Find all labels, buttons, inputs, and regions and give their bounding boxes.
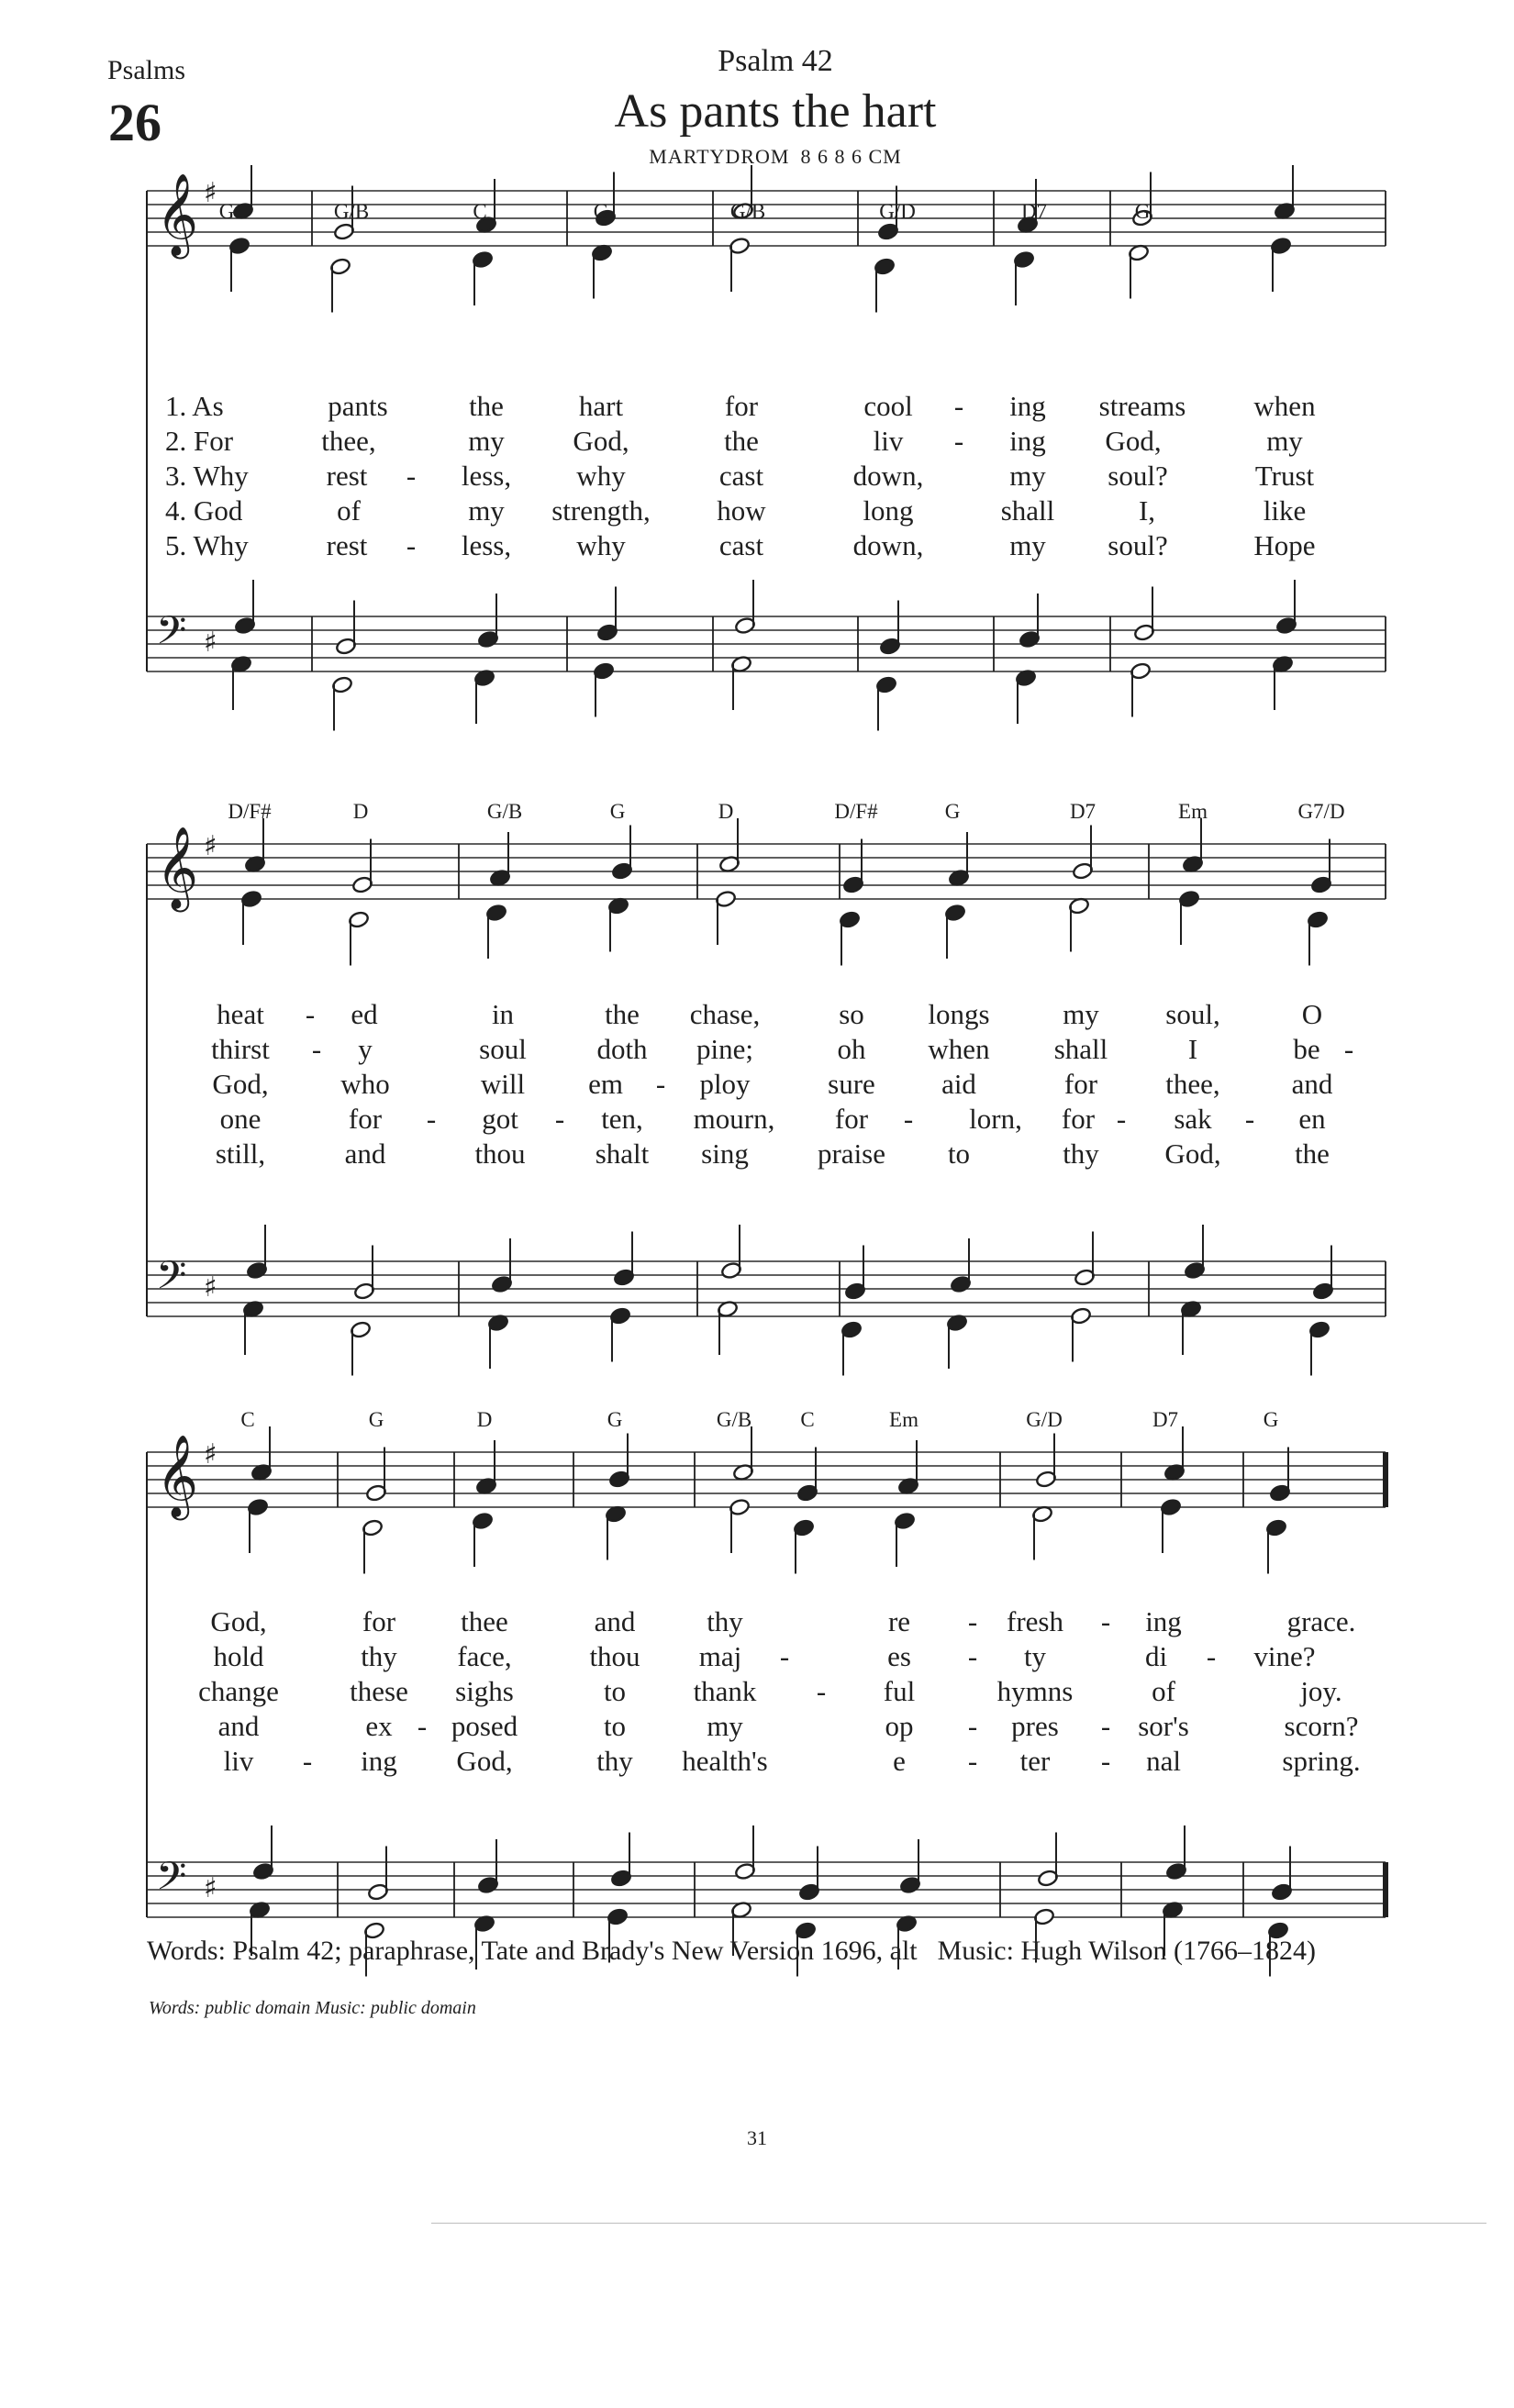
lyric-syllable: - bbox=[967, 1745, 978, 1777]
lyric-syllable: so bbox=[839, 998, 864, 1030]
lyric-syllable: sing bbox=[701, 1137, 749, 1170]
lyric-syllable: shall bbox=[1053, 1033, 1108, 1065]
section-label: Psalms bbox=[107, 55, 186, 85]
lyric-syllable: one bbox=[219, 1103, 262, 1135]
lyric-syllable: I, bbox=[1138, 494, 1156, 527]
lyric-syllable: posed bbox=[451, 1710, 518, 1742]
lyric-syllable: mourn, bbox=[693, 1103, 775, 1135]
lyric-syllable: the bbox=[1295, 1137, 1330, 1170]
chord-symbol: G/B bbox=[333, 200, 370, 223]
lyric-syllable: God, bbox=[1105, 425, 1162, 457]
bass-clef-icon: 𝄢 bbox=[156, 1854, 187, 1909]
lyric-syllable: pine; bbox=[696, 1033, 753, 1065]
lyric-syllable: Trust bbox=[1254, 460, 1315, 492]
lyric-syllable: ed bbox=[351, 998, 378, 1030]
lyric-syllable: - bbox=[953, 390, 964, 422]
lyric-syllable: thirst bbox=[211, 1033, 270, 1065]
chord-symbol: C bbox=[240, 1408, 255, 1431]
lyric-syllable: my bbox=[468, 425, 505, 457]
chord-symbol: D/F# bbox=[834, 800, 878, 823]
lyric-syllable: soul? bbox=[1108, 460, 1168, 492]
lyric-syllable: long bbox=[863, 494, 914, 527]
lyric-syllable: - bbox=[967, 1640, 978, 1672]
lyric-syllable: 3. Why bbox=[165, 460, 249, 492]
lyric-syllable: of bbox=[1152, 1675, 1175, 1707]
lyric-syllable: for bbox=[1061, 1103, 1096, 1135]
lyric-syllable: hold bbox=[213, 1640, 264, 1672]
lyric-syllable: ty bbox=[1023, 1640, 1047, 1672]
lyric-syllable: ter bbox=[1019, 1745, 1051, 1777]
lyric-syllable: op bbox=[885, 1710, 914, 1742]
lyric-syllable: God, bbox=[212, 1068, 269, 1100]
lyric-syllable: re bbox=[887, 1605, 911, 1637]
lyric-syllable: e bbox=[893, 1745, 906, 1777]
key-signature-sharp-icon: ♯ bbox=[204, 1438, 217, 1470]
lyric-syllable: ploy bbox=[699, 1068, 751, 1100]
lyric-syllable: the bbox=[605, 998, 640, 1030]
lyric-syllable: to bbox=[603, 1675, 627, 1707]
lyric-syllable: - bbox=[1116, 1103, 1127, 1135]
treble-clef-icon: 𝄞 bbox=[156, 1435, 199, 1517]
chord-symbol: D7 bbox=[1020, 200, 1048, 223]
lyric-syllable: scorn? bbox=[1284, 1710, 1359, 1742]
lyric-syllable: got bbox=[482, 1103, 518, 1135]
lyric-syllable: vine? bbox=[1253, 1640, 1316, 1672]
lyric-syllable: cast bbox=[718, 529, 764, 561]
bass-clef-icon: 𝄢 bbox=[156, 608, 187, 663]
lyric-syllable: - bbox=[967, 1605, 978, 1637]
lyric-syllable: sor's bbox=[1138, 1710, 1189, 1742]
lyric-syllable: - bbox=[967, 1710, 978, 1742]
lyric-syllable: es bbox=[887, 1640, 911, 1672]
lyric-syllable: - bbox=[554, 1103, 565, 1135]
lyric-syllable: - bbox=[426, 1103, 437, 1135]
lyric-syllable: 1. As bbox=[165, 390, 224, 422]
lyric-syllable: di bbox=[1144, 1640, 1168, 1672]
chord-symbol: D bbox=[352, 800, 369, 823]
lyric-syllable: - bbox=[1343, 1033, 1354, 1065]
key-signature-sharp-icon: ♯ bbox=[204, 177, 217, 209]
lyric-syllable: ing bbox=[1009, 425, 1046, 457]
treble-clef-icon: 𝄞 bbox=[156, 827, 199, 909]
chord-symbol: C bbox=[800, 1408, 815, 1431]
key-signature-sharp-icon: ♯ bbox=[204, 1271, 217, 1304]
lyric-syllable: why bbox=[576, 460, 626, 492]
words-credit: Words: Psalm 42; paraphrase, Tate and Brady's New Version 1696, alt bbox=[147, 1936, 918, 1966]
chord-symbol: Em bbox=[1178, 800, 1208, 823]
key-signature-sharp-icon: ♯ bbox=[204, 830, 217, 862]
lyric-syllable: em bbox=[588, 1068, 623, 1100]
lyric-syllable: - bbox=[406, 529, 417, 561]
lyric-syllable: the bbox=[724, 425, 759, 457]
lyric-syllable: and bbox=[594, 1605, 636, 1637]
chord-symbol: G bbox=[1134, 200, 1151, 223]
chord-symbol: G/D bbox=[879, 200, 916, 223]
lyric-syllable: cast bbox=[718, 460, 764, 492]
lyric-syllable: for bbox=[1063, 1068, 1098, 1100]
treble-clef-icon: 𝄞 bbox=[156, 173, 199, 256]
lyric-syllable: thou bbox=[474, 1137, 526, 1170]
lyric-syllable: doth bbox=[596, 1033, 648, 1065]
lyric-syllable: y bbox=[358, 1033, 373, 1065]
lyric-syllable: Hope bbox=[1253, 529, 1316, 561]
lyric-syllable: en bbox=[1298, 1103, 1326, 1135]
chord-symbol: D7 bbox=[1069, 800, 1097, 823]
lyric-syllable: - bbox=[816, 1675, 827, 1707]
lyric-syllable: down, bbox=[852, 460, 924, 492]
lyric-syllable: thy bbox=[361, 1640, 397, 1672]
lyric-syllable: thank bbox=[693, 1675, 757, 1707]
lyric-syllable: these bbox=[350, 1675, 408, 1707]
lyric-syllable: sure bbox=[828, 1068, 875, 1100]
lyric-syllable: thy bbox=[596, 1745, 633, 1777]
copyright-note: Words: public domain Music: public domain bbox=[149, 1998, 476, 2018]
lyric-syllable: my bbox=[1009, 529, 1046, 561]
lyric-syllable: thy bbox=[707, 1605, 743, 1637]
chord-symbol: G bbox=[218, 200, 235, 223]
chord-symbol: C bbox=[473, 200, 487, 223]
lyric-syllable: pants bbox=[328, 390, 388, 422]
lyric-syllable: - bbox=[1100, 1710, 1111, 1742]
lyric-syllable: nal bbox=[1146, 1745, 1181, 1777]
lyric-syllable: liv bbox=[223, 1745, 254, 1777]
tune-name: MARTYDROM bbox=[649, 145, 790, 168]
lyric-syllable: will bbox=[480, 1068, 526, 1100]
chord-symbol: G bbox=[593, 200, 609, 223]
lyric-syllable: who bbox=[340, 1068, 390, 1100]
chord-symbol: G/B bbox=[716, 1408, 752, 1431]
lyric-syllable: lorn, bbox=[969, 1103, 1022, 1135]
lyric-syllable: change bbox=[198, 1675, 279, 1707]
hymn-title: As pants the hart bbox=[614, 85, 937, 138]
chord-symbol: G bbox=[609, 800, 626, 823]
lyric-syllable: liv bbox=[873, 425, 904, 457]
lyric-syllable: strength, bbox=[551, 494, 651, 527]
lyric-syllable: the bbox=[469, 390, 504, 422]
lyric-syllable: sak bbox=[1174, 1103, 1212, 1135]
psalm-reference: Psalm 42 bbox=[718, 44, 833, 78]
lyric-syllable: - bbox=[1206, 1640, 1217, 1672]
lyric-syllable: - bbox=[953, 425, 964, 457]
lyric-syllable: how bbox=[717, 494, 766, 527]
lyric-syllable: maj bbox=[698, 1640, 742, 1672]
lyric-syllable: God, bbox=[573, 425, 629, 457]
lyric-syllable: O bbox=[1301, 998, 1323, 1030]
lyric-syllable: - bbox=[417, 1710, 428, 1742]
lyric-syllable: - bbox=[1100, 1745, 1111, 1777]
lyric-syllable: spring. bbox=[1282, 1745, 1361, 1777]
lyric-syllable: when bbox=[928, 1033, 990, 1065]
lyric-syllable: I bbox=[1187, 1033, 1198, 1065]
lyric-syllable: praise bbox=[817, 1137, 886, 1170]
lyric-syllable: and bbox=[1291, 1068, 1333, 1100]
chord-symbol: D/F# bbox=[228, 800, 272, 823]
lyric-syllable: soul? bbox=[1108, 529, 1168, 561]
lyric-syllable: - bbox=[302, 1745, 313, 1777]
hymn-number: 26 bbox=[108, 93, 161, 152]
lyric-syllable: thou bbox=[589, 1640, 640, 1672]
chord-symbol: D bbox=[718, 800, 734, 823]
bass-clef-icon: 𝄢 bbox=[156, 1253, 187, 1308]
lyric-syllable: thee bbox=[461, 1605, 508, 1637]
key-signature-sharp-icon: ♯ bbox=[204, 1872, 217, 1904]
lyric-syllable: and bbox=[344, 1137, 386, 1170]
chord-symbol: G/D bbox=[1026, 1408, 1063, 1431]
lyric-syllable: sighs bbox=[455, 1675, 514, 1707]
lyric-syllable: grace. bbox=[1286, 1605, 1356, 1637]
lyric-syllable: rest bbox=[326, 529, 368, 561]
lyric-syllable: cool bbox=[863, 390, 913, 422]
lyric-syllable: - bbox=[1244, 1103, 1255, 1135]
lyric-syllable: in bbox=[491, 998, 515, 1030]
lyric-syllable: be bbox=[1293, 1033, 1320, 1065]
lyric-syllable: - bbox=[779, 1640, 790, 1672]
lyric-syllable: my bbox=[1063, 998, 1099, 1030]
chord-symbol: D7 bbox=[1152, 1408, 1179, 1431]
lyric-syllable: still, bbox=[215, 1137, 266, 1170]
lyric-syllable: face, bbox=[457, 1640, 512, 1672]
lyric-syllable: soul, bbox=[1165, 998, 1220, 1030]
lyric-syllable: less, bbox=[461, 460, 512, 492]
chord-symbol: D bbox=[476, 1408, 493, 1431]
lyric-syllable: for bbox=[362, 1605, 396, 1637]
lyric-syllable: like bbox=[1263, 494, 1307, 527]
music-credit: Music: Hugh Wilson (1766–1824) bbox=[937, 1936, 1317, 1966]
lyric-syllable: - bbox=[1100, 1605, 1111, 1637]
key-signature-sharp-icon: ♯ bbox=[204, 627, 217, 659]
lyric-syllable: ful bbox=[883, 1675, 916, 1707]
lyric-syllable: thee, bbox=[321, 425, 376, 457]
lyric-syllable: for bbox=[724, 390, 759, 422]
lyric-syllable: ing bbox=[1009, 390, 1046, 422]
meter: 8 6 8 6 CM bbox=[800, 145, 902, 168]
lyric-syllable: 4. God bbox=[165, 494, 243, 527]
lyric-syllable: God, bbox=[456, 1745, 513, 1777]
lyric-syllable: - bbox=[655, 1068, 666, 1100]
chord-symbol: G bbox=[944, 800, 961, 823]
lyric-syllable: - bbox=[903, 1103, 914, 1135]
lyric-syllable: my bbox=[707, 1710, 743, 1742]
lyric-syllable: my bbox=[468, 494, 505, 527]
lyric-syllable: my bbox=[1009, 460, 1046, 492]
lyric-syllable: oh bbox=[837, 1033, 866, 1065]
lyric-syllable: when bbox=[1253, 390, 1316, 422]
lyric-syllable: health's bbox=[682, 1745, 768, 1777]
lyric-syllable: 5. Why bbox=[165, 529, 249, 561]
lyric-syllable: for bbox=[348, 1103, 383, 1135]
lyric-syllable: God, bbox=[1164, 1137, 1221, 1170]
lyric-syllable: less, bbox=[461, 529, 512, 561]
lyric-syllable: soul bbox=[479, 1033, 527, 1065]
chord-symbol: G bbox=[368, 1408, 384, 1431]
lyric-syllable: pres bbox=[1011, 1710, 1059, 1742]
credits bbox=[147, 1936, 1316, 1967]
footer-rule bbox=[431, 2223, 1486, 2224]
lyric-syllable: - bbox=[305, 998, 316, 1030]
lyric-syllable: streams bbox=[1098, 390, 1186, 422]
lyric-syllable: shall bbox=[1000, 494, 1055, 527]
lyric-syllable: down, bbox=[852, 529, 924, 561]
lyric-syllable: to bbox=[603, 1710, 627, 1742]
lyric-syllable: for bbox=[834, 1103, 869, 1135]
lyric-syllable: - bbox=[406, 460, 417, 492]
chord-symbol: G/B bbox=[486, 800, 523, 823]
chord-symbol: G bbox=[1263, 1408, 1279, 1431]
chord-symbol: G7/D bbox=[1297, 800, 1345, 823]
lyric-syllable: ex bbox=[365, 1710, 393, 1742]
lyric-syllable: God, bbox=[210, 1605, 267, 1637]
lyric-syllable: ing bbox=[1145, 1605, 1182, 1637]
lyric-syllable: heat bbox=[217, 998, 264, 1030]
chord-symbol: G/B bbox=[729, 200, 766, 223]
lyric-syllable: and bbox=[217, 1710, 260, 1742]
lyric-syllable: rest bbox=[326, 460, 368, 492]
chord-symbol: Em bbox=[889, 1408, 918, 1431]
lyric-syllable: thee, bbox=[1165, 1068, 1220, 1100]
lyric-syllable: fresh bbox=[1007, 1605, 1063, 1637]
lyric-syllable: longs bbox=[928, 998, 990, 1030]
lyric-syllable: hymns bbox=[996, 1675, 1074, 1707]
lyric-syllable: why bbox=[576, 529, 626, 561]
lyric-syllable: thy bbox=[1063, 1137, 1099, 1170]
lyric-syllable: hart bbox=[578, 390, 624, 422]
lyric-syllable: of bbox=[337, 494, 361, 527]
lyric-syllable: 2. For bbox=[165, 425, 234, 457]
page-number: 31 bbox=[747, 2126, 767, 2149]
lyric-syllable: aid bbox=[941, 1068, 976, 1100]
lyric-syllable: shalt bbox=[595, 1137, 650, 1170]
lyric-syllable: chase, bbox=[689, 998, 761, 1030]
lyric-syllable: to bbox=[947, 1137, 971, 1170]
lyric-syllable: ing bbox=[361, 1745, 397, 1777]
lyric-syllable: - bbox=[311, 1033, 322, 1065]
lyric-syllable: joy. bbox=[1300, 1675, 1342, 1707]
lyric-syllable: ten, bbox=[601, 1103, 643, 1135]
lyric-syllable: my bbox=[1266, 425, 1303, 457]
chord-symbol: G bbox=[607, 1408, 623, 1431]
